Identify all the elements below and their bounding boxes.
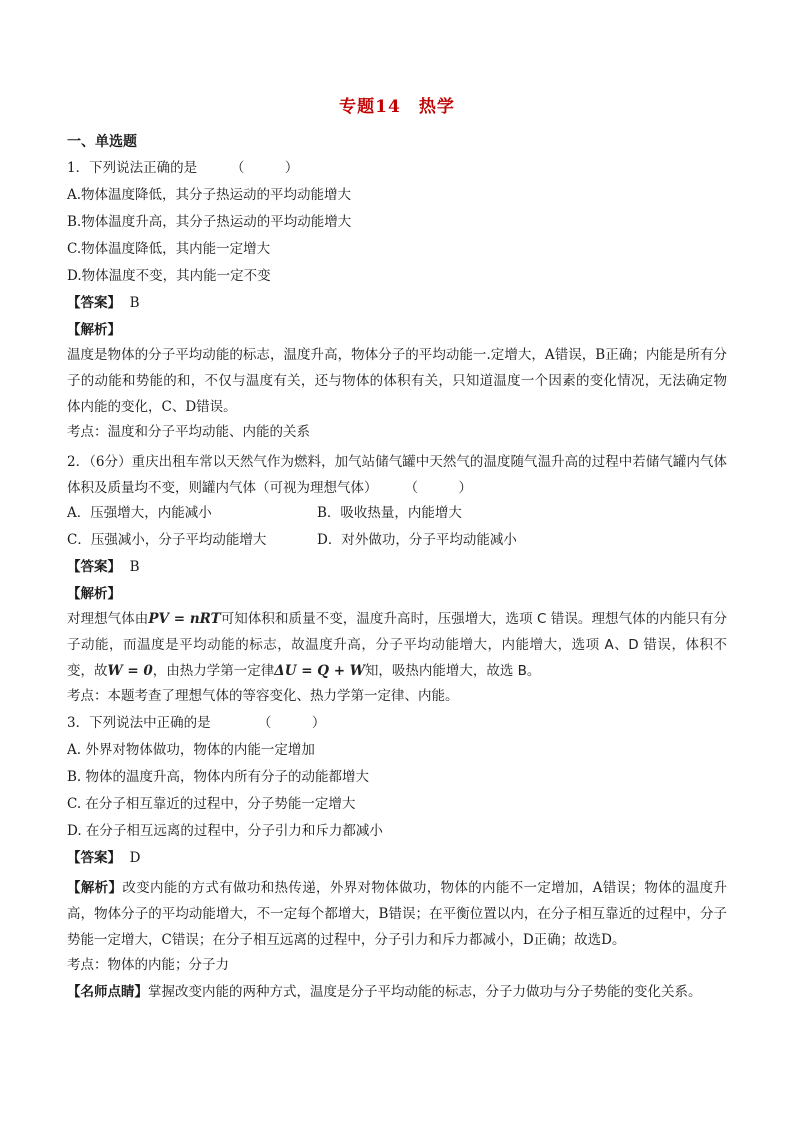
options-row-1 bbox=[67, 503, 727, 523]
option-a: A．压强增大，内能减小 bbox=[67, 505, 212, 521]
answer-label: 【答案】 bbox=[67, 850, 121, 866]
question-stem: 1．下列说法正确的是 （ ） bbox=[67, 160, 299, 176]
question-stem: 2．（6分）重庆出租车常以天然气作为燃料，加气站储气罐中天然气的温度随气温升高的过程中若储气罐内气体体积及质量均不变，则罐内气体（可视为理想气体） （ ） bbox=[67, 454, 727, 496]
analysis-segment: 知，吸热内能增大，故选 B。 bbox=[364, 663, 541, 679]
tip-text: 掌握改变内能的两种方式，温度是分子平均动能的标志，分子力做功与分子势能的变化关系。 bbox=[148, 984, 702, 1000]
analysis-label: 【解析】 bbox=[67, 322, 121, 338]
option-a: A.物体温度降低，其分子热运动的平均动能增大 bbox=[67, 187, 352, 203]
document-page bbox=[67, 96, 727, 1009]
analysis-segment: ，由热力学第一定律 bbox=[152, 663, 275, 679]
analysis-label: 【解析】 bbox=[67, 880, 123, 896]
formula-ideal-gas: PV = nRT bbox=[148, 611, 221, 627]
answer-value: D bbox=[129, 850, 141, 866]
option-b: B.物体温度升高，其分子热运动的平均动能增大 bbox=[67, 214, 352, 230]
option-d: D. 在分子相互远离的过程中，分子引力和斥力都减小 bbox=[67, 823, 383, 839]
answer-label: 【答案】 bbox=[67, 559, 121, 575]
option-c: C. 在分子相互靠近的过程中，分子势能一定增大 bbox=[67, 796, 356, 812]
analysis-block bbox=[67, 875, 727, 953]
kaodian: 考点：物体的内能；分子力 bbox=[67, 957, 229, 973]
option-c: C．压强减小，分子平均动能增大 bbox=[67, 532, 267, 548]
page-title: 专题14 热学 bbox=[339, 97, 455, 117]
answer-line bbox=[67, 293, 727, 313]
section-heading: 一、单选题 bbox=[67, 134, 137, 150]
analysis-text: 改变内能的方式有做功和热传递，外界对物体做功，物体的内能不一定增加，A错误；物体的温度升高，物体分子的平均动能增大，不一定每个都增大，B错误；在平衡位置以内，在分子相互靠近的过程中，分子势能一定增大，C错误；在分子相互远离的过程中，分子引力和斥力都减小，D正确；故选D。 bbox=[67, 880, 728, 948]
option-d: D.物体温度不变，其内能一定不变 bbox=[67, 268, 271, 284]
formula-work-zero: W = 0 bbox=[107, 663, 153, 679]
answer-line bbox=[67, 557, 727, 577]
analysis-text: 温度是物体的分子平均动能的标志，温度升高，物体分子的平均动能一.定增大，A错误，B正确；内能是所有分子的动能和势能的和，不仅与温度有关，还与物体的体积有关，只知道温度一个因素的变化情况，无法确定物体内能的变化，C、D错误。 bbox=[67, 347, 727, 415]
option-a: A. 外界对物体做功，物体的内能一定增加 bbox=[67, 742, 315, 758]
option-b: B. 物体的温度升高，物体内所有分子的动能都增大 bbox=[67, 769, 370, 785]
answer-label: 【答案】 bbox=[67, 295, 121, 311]
kaodian: 考点：温度和分子平均动能、内能的关系 bbox=[67, 424, 310, 440]
question-stem: 3．下列说法中正确的是 （ ） bbox=[67, 715, 326, 731]
question-1 bbox=[67, 158, 727, 442]
formula-first-law: ΔU = Q + W bbox=[274, 663, 365, 679]
answer-line bbox=[67, 848, 727, 868]
analysis-label: 【解析】 bbox=[67, 586, 121, 602]
question-2 bbox=[67, 449, 727, 706]
answer-value: B bbox=[129, 559, 140, 575]
kaodian: 考点：本题考查了理想气体的等容变化、热力学第一定律、内能。 bbox=[67, 688, 459, 704]
tip-line bbox=[67, 982, 727, 1002]
tip-label: 【名师点睛】 bbox=[67, 984, 148, 1000]
option-b: B．吸收热量，内能增大 bbox=[317, 505, 462, 521]
options-row-2 bbox=[67, 530, 727, 550]
analysis-segment: 对理想气体由 bbox=[67, 611, 149, 627]
option-c: C.物体温度降低，其内能一定增大 bbox=[67, 241, 271, 257]
question-3 bbox=[67, 713, 727, 1002]
analysis-segment: 可知体积和质量不变，温度升高时，压强增大，选项 C 错误。理想气体的内能只有分子动能，而温度是平均动能的标志，故温度升高，分子平均动能增大，内能增大，选项 A、D 错误，体积不变，故 bbox=[67, 611, 728, 679]
option-d: D．对外做功，分子平均动能减小 bbox=[317, 532, 517, 548]
answer-value: B bbox=[129, 295, 140, 311]
analysis-image-text bbox=[67, 606, 727, 684]
